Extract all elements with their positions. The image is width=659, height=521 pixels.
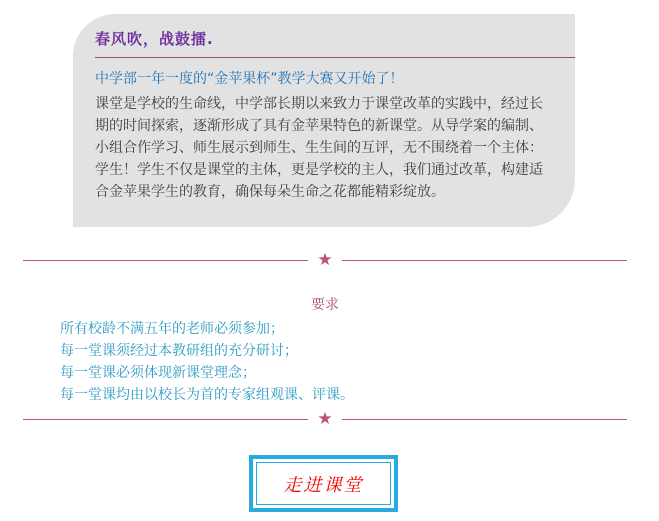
title-rule-divider [95, 57, 575, 58]
requirements-list [60, 318, 354, 406]
enter-classroom-button-inner-border [256, 462, 391, 505]
divider-line-right [342, 419, 627, 420]
divider-line-right [342, 260, 627, 261]
requirement-item: 每一堂课须经过本教研组的充分研讨； [60, 343, 298, 359]
divider-line-left [23, 419, 308, 420]
star-divider-top [23, 252, 627, 269]
notice-title: 春风吹，战鼓擂. [95, 30, 214, 48]
requirement-item: 所有校龄不满五年的老师必须参加； [60, 321, 284, 337]
star-divider-bottom [23, 411, 627, 428]
requirement-item: 每一堂课均由以校长为首的专家组观课、评课。 [60, 387, 354, 403]
star-icon: ★ [317, 409, 333, 429]
notice-subtitle: 中学部一年一度的“金苹果杯”教学大赛又开始了！ [95, 71, 404, 87]
notice-box [73, 14, 575, 227]
divider-line-left [23, 260, 308, 261]
notice-body-text: 课堂是学校的生命线，中学部长期以来致力于课堂改革的实践中，经过长期的时间探索，逐渐形成了具有金苹果特色的新课堂。从导学案的编制、小组合作学习、师生展示到师生、生生间的互评，无不围绕着一个主体：学生！学生不仅是课堂的主体，更是学校的主人，我们通过改革，构建适合金苹果学生的教育，确保每朵生命之花都能精彩绽放。 [95, 96, 543, 200]
enter-classroom-button-label: 走进课堂 [283, 474, 364, 496]
star-icon: ★ [317, 250, 333, 270]
enter-classroom-button[interactable] [249, 455, 398, 512]
requirements-heading: 要求 [311, 297, 339, 313]
requirement-item: 每一堂课必须体现新课堂理念； [60, 365, 256, 381]
